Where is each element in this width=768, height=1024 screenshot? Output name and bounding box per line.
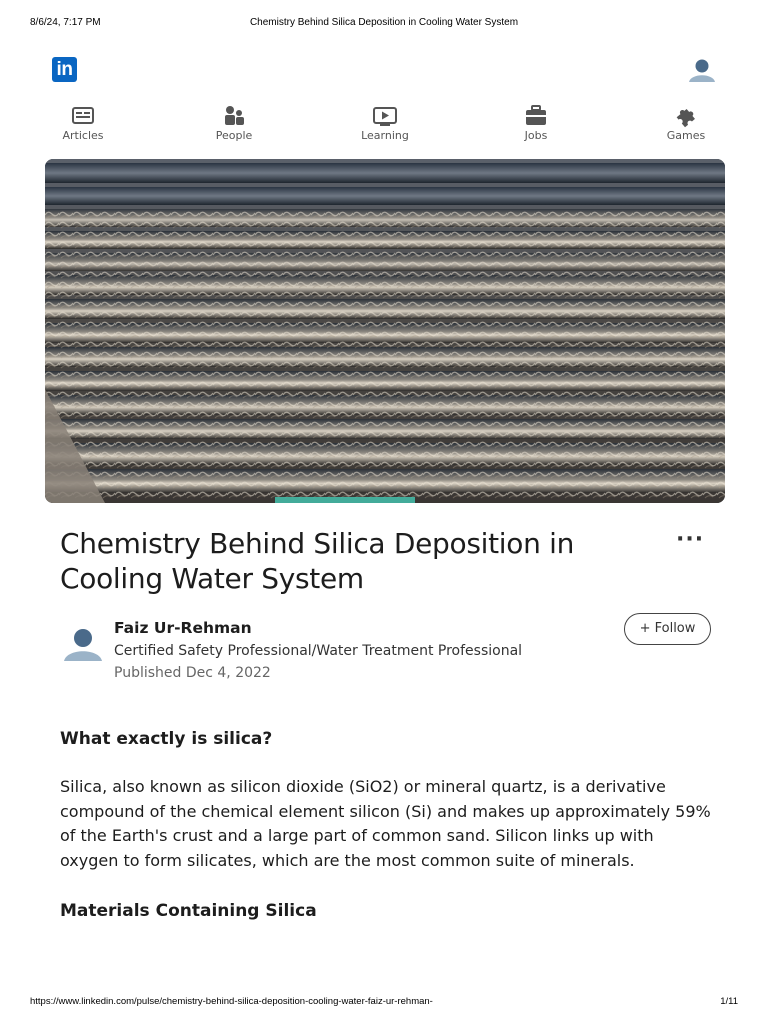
print-page-title: Chemistry Behind Silica Deposition in Cooling Water System <box>249 17 519 28</box>
follow-button[interactable]: + Follow <box>624 613 711 645</box>
nav-label: Learning <box>361 129 409 142</box>
nav-item-games[interactable] <box>646 104 726 142</box>
nav-label: Articles <box>62 129 104 142</box>
author-avatar-icon[interactable] <box>63 624 103 664</box>
people-icon <box>222 104 246 128</box>
nav-label: Games <box>666 129 706 142</box>
nav-item-articles[interactable] <box>43 104 123 142</box>
user-avatar-icon[interactable] <box>688 56 716 84</box>
section-heading: What exactly is silica? <box>60 729 273 749</box>
nav-item-jobs[interactable] <box>496 104 576 142</box>
jobs-icon <box>524 104 548 128</box>
print-url: https://www.linkedin.com/pulse/chemistry-behind-silica-deposition-cooling-water-faiz-ur-rehman- <box>30 996 433 1007</box>
published-date: Published Dec 4, 2022 <box>114 665 271 681</box>
nav-item-learning[interactable] <box>345 104 425 142</box>
hero-image <box>45 159 725 503</box>
top-nav <box>45 104 725 146</box>
more-options-button[interactable]: ··· <box>676 527 705 552</box>
author-name[interactable]: Faiz Ur-Rehman <box>114 619 252 637</box>
section-heading: Materials Containing Silica <box>60 901 317 921</box>
article-title: Chemistry Behind Silica Deposition in Cooling Water System <box>60 527 575 595</box>
author-headline: Certified Safety Professional/Water Treatment Professional <box>114 643 523 659</box>
nav-label: People <box>215 129 253 142</box>
article-paragraph: Silica, also known as silicon dioxide (SiO2) or mineral quartz, is a derivative compound of the chemical element silicon (Si) and makes up approximately 59% of the Earth's crust and a large part of common sand. Silicon links up with oxygen to form silicates, which are the most common suite of minerals. <box>60 777 711 870</box>
scaled-tubes-illustration <box>45 159 725 503</box>
games-icon <box>674 104 698 128</box>
articles-icon <box>71 104 95 128</box>
learning-icon <box>373 104 397 128</box>
linkedin-logo[interactable]: in <box>52 57 77 82</box>
print-page-number: 1/11 <box>720 996 738 1007</box>
print-header <box>30 17 738 31</box>
print-datetime: 8/6/24, 7:17 PM <box>30 17 101 28</box>
nav-label: Jobs <box>524 129 548 142</box>
nav-item-people[interactable] <box>194 104 274 142</box>
